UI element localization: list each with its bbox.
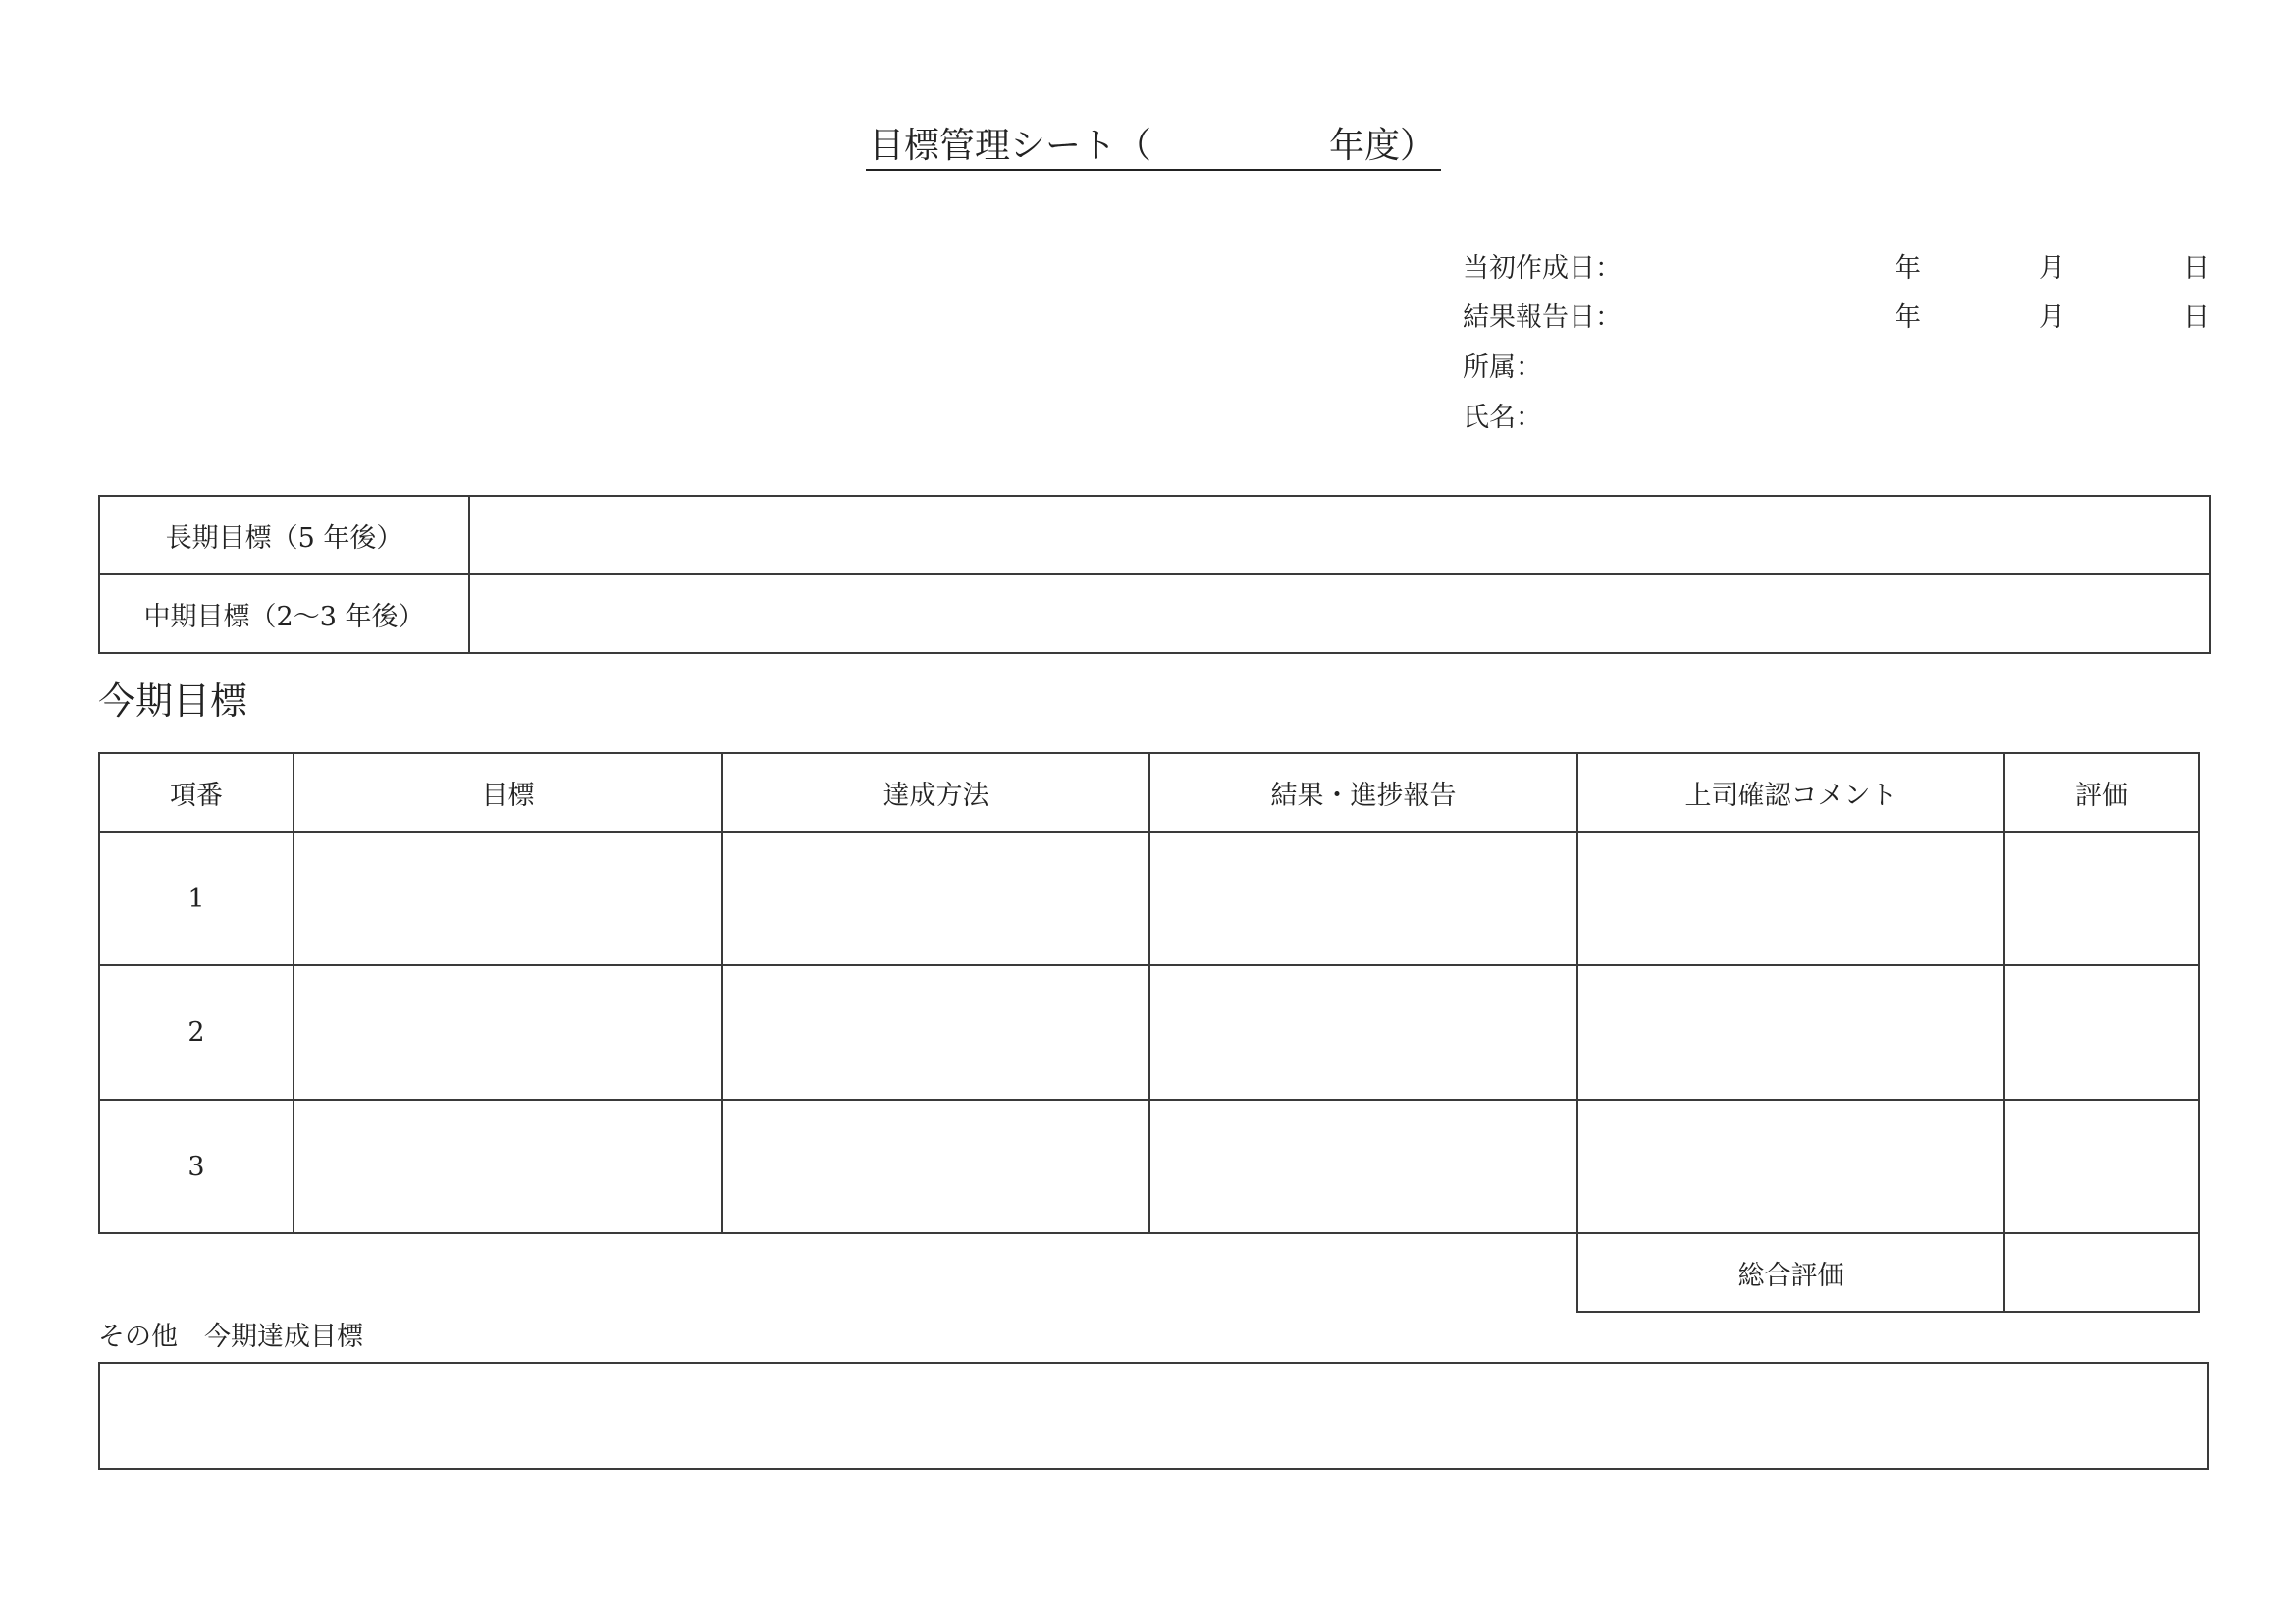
- row-number: 3: [99, 1100, 294, 1233]
- supervisor-comment-cell: [1577, 965, 2004, 1100]
- long-term-goal-row: [99, 496, 2210, 574]
- mid-term-goal-label: 中期目標（2〜3 年後）: [99, 574, 469, 653]
- month-label: 月: [2039, 253, 2065, 284]
- goal-cell: [294, 965, 722, 1100]
- month-label: 月: [2039, 302, 2065, 333]
- current-goals-table: [98, 752, 2200, 1313]
- name-label: 氏名：: [1463, 403, 1542, 433]
- current-goals-heading: 今期目標: [98, 679, 248, 723]
- title-prefix: 目標管理シート（: [869, 126, 1152, 166]
- department-row: [0, 352, 2296, 385]
- created-date-row: [0, 252, 2296, 286]
- method-cell: [722, 965, 1149, 1100]
- result-cell: [1149, 965, 1577, 1100]
- column-header-goal: 目標: [294, 753, 722, 832]
- supervisor-comment-cell: [1577, 832, 2004, 965]
- name-row: [0, 402, 2296, 435]
- long-term-goals-table: [98, 495, 2211, 654]
- column-header-number: 項番: [99, 753, 294, 832]
- long-term-goal-label: 長期目標（5 年後）: [99, 496, 469, 574]
- column-header-supervisor-comment: 上司確認コメント: [1577, 753, 2004, 832]
- method-cell: [722, 1100, 1149, 1233]
- evaluation-cell: [2004, 965, 2199, 1100]
- other-goals-label: その他 今期達成目標: [98, 1322, 363, 1352]
- year-label: 年: [1895, 302, 1921, 333]
- column-header-method: 達成方法: [722, 753, 1149, 832]
- other-goals-box: [98, 1362, 2209, 1470]
- table-row: [99, 965, 2199, 1100]
- report-date-label: 結果報告日：: [1463, 302, 1622, 333]
- overall-evaluation-label: 総合評価: [1577, 1233, 2004, 1312]
- day-label: 日: [2183, 302, 2210, 333]
- column-header-result: 結果・進捗報告: [1149, 753, 1577, 832]
- title-suffix: 年度）: [1329, 126, 1436, 166]
- table-row: [99, 1100, 2199, 1233]
- goal-cell: [294, 1100, 722, 1233]
- long-term-goal-cell: [469, 496, 2210, 574]
- goal-cell: [294, 832, 722, 965]
- result-cell: [1149, 1100, 1577, 1233]
- sheet-title: [866, 124, 1441, 171]
- supervisor-comment-cell: [1577, 1100, 2004, 1233]
- result-cell: [1149, 832, 1577, 965]
- year-label: 年: [1895, 253, 1921, 284]
- day-label: 日: [2183, 253, 2210, 284]
- overall-row-spacer: [99, 1233, 1577, 1312]
- overall-evaluation-cell: [2004, 1233, 2199, 1312]
- department-label: 所属：: [1463, 352, 1542, 383]
- row-number: 2: [99, 965, 294, 1100]
- report-date-row: [0, 301, 2296, 335]
- fiscal-year-blank: [1151, 124, 1324, 169]
- overall-evaluation-row: [99, 1233, 2199, 1312]
- table-row: [99, 832, 2199, 965]
- mid-term-goal-row: [99, 574, 2210, 653]
- evaluation-cell: [2004, 1100, 2199, 1233]
- method-cell: [722, 832, 1149, 965]
- mid-term-goal-cell: [469, 574, 2210, 653]
- row-number: 1: [99, 832, 294, 965]
- evaluation-cell: [2004, 832, 2199, 965]
- table-header-row: [99, 753, 2199, 832]
- created-date-label: 当初作成日：: [1463, 253, 1622, 284]
- column-header-evaluation: 評価: [2004, 753, 2199, 832]
